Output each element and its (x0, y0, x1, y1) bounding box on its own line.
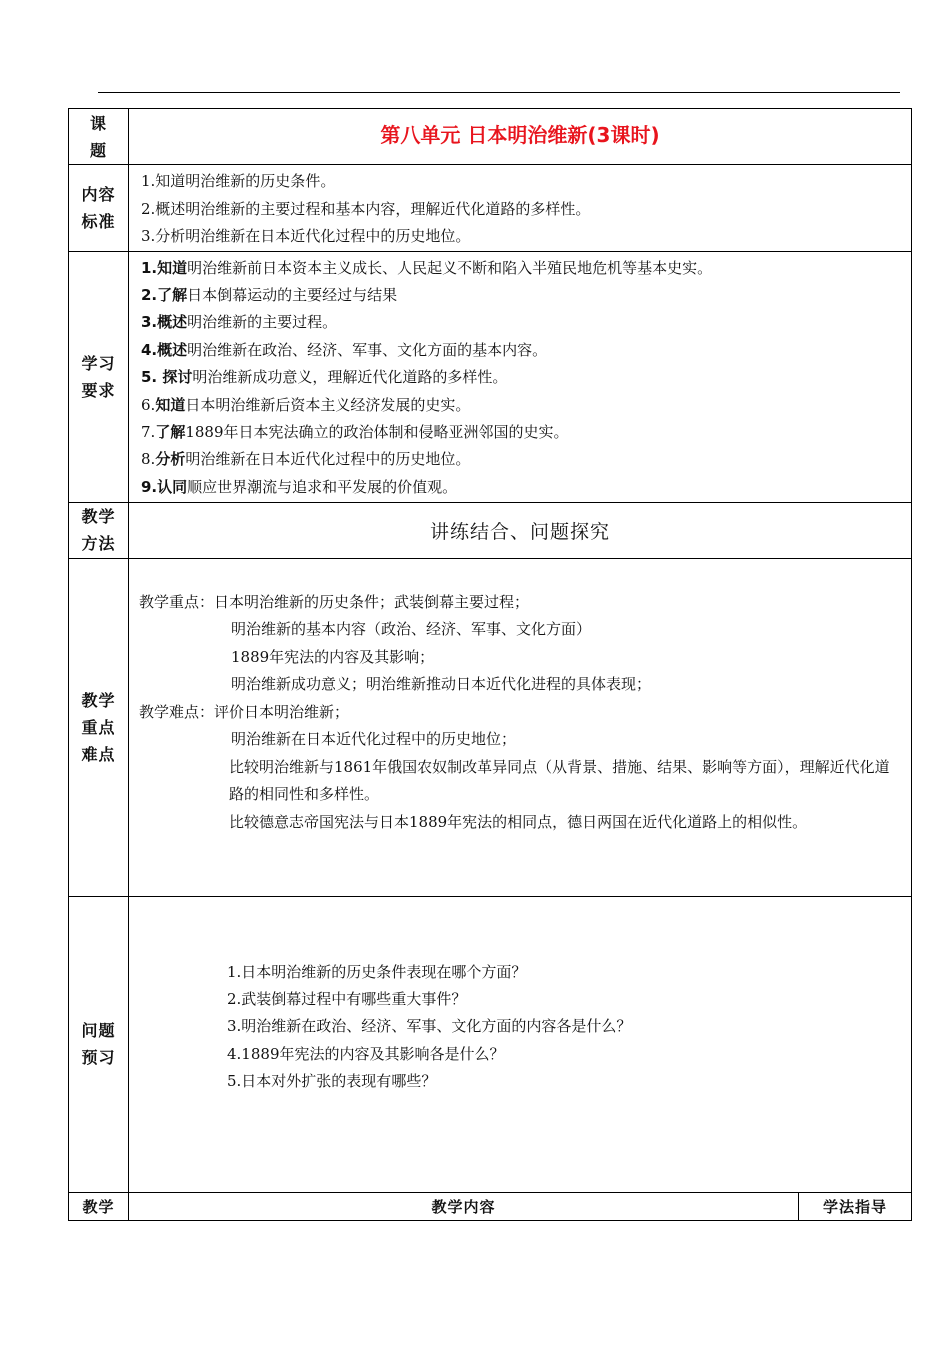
requirement-item: 9.认同顺应世界潮流与追求和平发展的价值观。 (141, 477, 458, 496)
teaching-content-header: 教学内容 (129, 1192, 799, 1220)
header-rule (98, 92, 900, 93)
preview-question: 5.日本对外扩张的表现有哪些？ (227, 1072, 437, 1091)
study-guide-header: 学法指导 (799, 1192, 912, 1220)
topic-row (69, 109, 912, 165)
method-row (69, 502, 912, 558)
preview-question: 4.1889年宪法的内容及其影响各是什么？ (227, 1044, 505, 1063)
preview-question: 2.武装倒幕过程中有哪些重大事件？ (227, 989, 467, 1008)
difficult-point: 明治维新在日本近代化过程中的历史地位； (231, 730, 517, 748)
requirement-item: 4.概述明治维新在政治、经济、军事、文化方面的基本内容。 (141, 340, 548, 359)
requirements-row (69, 251, 912, 502)
standard-item: 1.知道明治维新的历史条件。 (141, 172, 336, 190)
key-point: 1889年宪法的内容及其影响； (231, 647, 435, 666)
requirement-item: 6.知道日本明治维新后资本主义经济发展的史实。 (141, 395, 471, 414)
requirement-item: 7.了解1889年日本宪法确立的政治体制和侵略亚洲邻国的史实。 (141, 422, 569, 441)
requirements-label: 学习 要求 (69, 251, 129, 502)
focus-content (129, 558, 912, 896)
preview-question: 3.明治维新在政治、经济、军事、文化方面的内容各是什么？ (227, 1017, 632, 1036)
preview-label: 问题 预习 (69, 896, 129, 1192)
requirement-item: 3.概述明治维新的主要过程。 (141, 313, 338, 332)
standard-row (69, 165, 912, 252)
preview-question: 1.日本明治维新的历史条件表现在哪个方面？ (227, 962, 527, 981)
standard-item: 2.概述明治维新的主要过程和基本内容，理解近代化道路的多样性。 (141, 199, 591, 218)
topic-label: 课 题 (69, 109, 129, 165)
teaching-method: 讲练结合、问题探究 (129, 502, 912, 558)
standard-list (129, 165, 912, 252)
lesson-title: 第八单元 日本明治维新(3课时) (129, 109, 912, 165)
key-point: 教学重点：日本明治维新的历史条件；武装倒幕主要过程； (139, 592, 530, 611)
requirement-item: 1.知道明治维新前日本资本主义成长、人民起义不断和陷入半殖民地危机等基本史实。 (141, 258, 713, 277)
focus-row (69, 558, 912, 896)
difficult-points-label: 教学难点： (139, 702, 215, 721)
standard-item: 3.分析明治维新在日本近代化过程中的历史地位。 (141, 227, 471, 245)
requirement-item: 5. 探讨明治维新成功意义，理解近代化道路的多样性。 (141, 368, 508, 387)
requirement-item: 8.分析明治维新在日本近代化过程中的历史地位。 (141, 450, 471, 469)
requirements-list (129, 251, 912, 502)
teaching-header-row (69, 1192, 912, 1220)
key-points-label: 教学重点： (139, 592, 215, 611)
difficult-point: 比较明治维新与1861年俄国农奴制改革异同点（从背景、措施、结果、影响等方面），理解近代化道路的相同性和多样性。 (229, 757, 890, 803)
preview-row (69, 896, 912, 1192)
preview-questions (129, 896, 912, 1192)
focus-label: 教学 重点 难点 (69, 558, 129, 896)
key-point: 明治维新的基本内容（政治、经济、军事、文化方面） (231, 620, 592, 638)
teaching-label: 教学 (69, 1192, 129, 1220)
method-label: 教学 方法 (69, 502, 129, 558)
comparison-paragraph: 比较德意志帝国宪法与日本1889年宪法的相同点，德日两国在近代化道路上的相似性。 (229, 812, 808, 831)
difficult-point: 教学难点：评价日本明治维新； (139, 702, 350, 721)
standard-label: 内容 标准 (69, 165, 129, 252)
key-point: 明治维新成功意义；明治维新推动日本近代化进程的具体表现； (231, 675, 652, 693)
lesson-plan-table (68, 108, 912, 1221)
requirement-item: 2.了解日本倒幕运动的主要经过与结果 (141, 285, 398, 304)
